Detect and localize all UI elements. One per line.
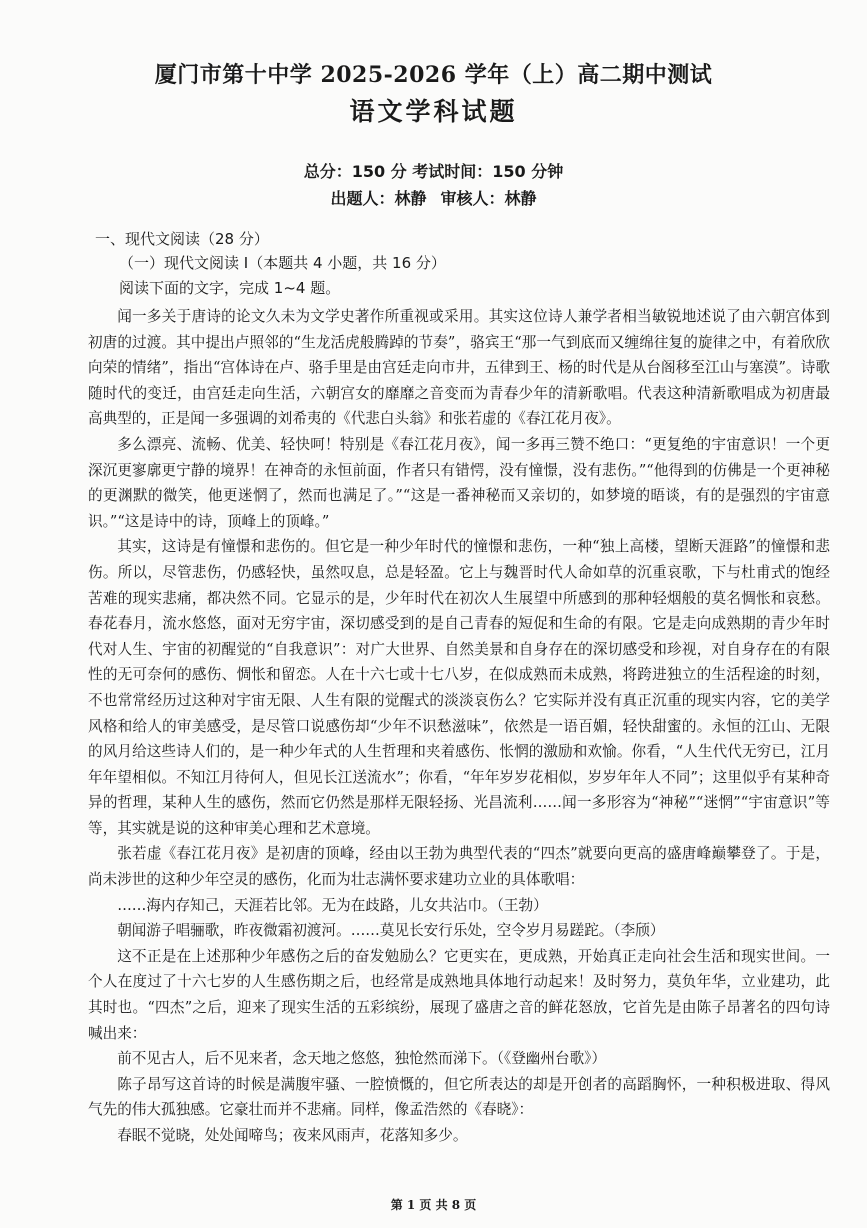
- reading-instruction: 阅读下面的文字，完成 1~4 题。: [119, 279, 341, 297]
- setter-label: 出题人：林静: [330, 189, 427, 208]
- passage-paragraph: 其实，这诗是有憧憬和悲伤的。但它是一种少年时代的憧憬和悲伤，一种“独上高楼，望断天涯路”的憧憬和悲伤。所以，尽管悲伤，仍感轻快，虽然叹息，总是轻盈。它上与魏晋时代人命如草的沉重哀歌，下与杜甫式的饱经苦难的现实悲痛，都决然不同。它显示的是，少年时代在初次人生展望中所感到的那种轻烟般的莫名惆怅和哀愁。春花春月，流水悠悠，面对无穷宇宙，深切感受到的是自己青春的短促和生命的有限。它是走向成熟期的青少年时代对人生、宇宙的初醒觉的“自我意识”：对广大世界、自然美景和自身存在的深切感受和珍视，对自身存在的有限性的无可奈何的感伤、惆怅和留恋。人在十六七或十七八岁，在似成熟而未成熟，将跨进独立的生活程途的时刻，不也常常经历过这种对宇宙无限、人生有限的觉醒式的淡淡哀伤么？它实际并没有真正沉重的现实内容，它的美学风格和给人的审美感受，是尽管口说感伤却“少年不识愁滋味”，依然是一语百媚，轻快甜蜜的。永恒的江山、无限的风月给这些诗人们的，是一种少年式的人生哲理和夹着感伤、怅惘的激励和欢愉。你看，“人生代代无穷已，江月年年望相似。不知江月待何人，但见长江送流水”；你看，“年年岁岁花相似，岁岁年年人不同”；这里似乎有某种奇异的哲理，某种人生的感伤，然而它仍然是那样无限轻扬、光昌流利……闻一多形容为“神秘”“迷惘”“宇宙意识”等等，其实就是说的这种审美心理和艺术意境。: [88, 538, 830, 837]
- subsection-heading: （一）现代文阅读 I（本题共 4 小题，共 16 分）: [119, 254, 446, 272]
- score-time-line: 总分：150 分 考试时间：150 分钟: [303, 162, 564, 181]
- poem-quote: ……海内存知己，天涯若比邻。无为在歧路，儿女共沾巾。（王勃）: [117, 896, 548, 914]
- page-number: 第 1 页 共 8 页: [390, 1198, 477, 1212]
- reviewer-label: 审核人：林静: [440, 189, 537, 208]
- poem-quote: 春眠不觉晓，处处闻啼鸟；夜来风雨声，花落知多少。: [117, 1127, 468, 1144]
- exam-title: 厦门市第十中学 2025-2026 学年（上）高二期中测试: [154, 62, 713, 88]
- poem-quote: 前不见古人，后不见来者，念天地之悠悠，独怆然而涕下。（《登幽州台歌》）: [117, 1050, 607, 1068]
- passage-paragraph: 陈子昂写这首诗的时候是满腹牢骚、一腔愤慨的，但它所表达的却是开创者的高蹈胸怀，一种积极进取、得风气先的伟大孤独感。它豪壮而并不悲痛。同样，像孟浩然的《春晓》：: [88, 1075, 830, 1119]
- section-heading: 一、现代文阅读（28 分）: [95, 230, 269, 248]
- passage-paragraph: 张若虚《春江花月夜》是初唐的顶峰，经由以王勃为典型代表的“四杰”就要向更高的盛唐峰巅攀登了。于是，尚未涉世的这种少年空灵的感伤，化而为壮志满怀要求建功立业的具体歌唱：: [88, 845, 830, 889]
- passage-paragraph: 多么漂亮、流畅、优美、轻快呵！特别是《春江花月夜》，闻一多再三赞不绝口：“更复绝的宇宙意识！一个更深沉更寥廓更宁静的境界！在神奇的永恒前面，作者只有错愕，没有憧憬，没有悲伤。”“他得到的仿佛是一个更神秘的更渊默的微笑，他更迷惘了，然而也满足了。”“这是一番神秘而又亲切的，如梦境的晤谈，有的是强烈的宇宙意识。”“这是诗中的诗，顶峰上的顶峰。”: [88, 435, 830, 530]
- reading-passage: [88, 304, 830, 1149]
- passage-paragraph: 闻一多关于唐诗的论文久未为文学史著作所重视或采用。其实这位诗人兼学者相当敏锐地述说了由六朝宫体到初唐的过渡。其中提出卢照邻的“生龙活虎般腾踔的节奏”，骆宾王“那一气到底而又缠绵往复的旋律之中，有着欣欣向荣的情绪”，指出“宫体诗在卢、骆手里是由宫廷走向市井，五律到王、杨的时代是从台阁移至江山与塞漠”。诗歌随时代的变迁，由宫廷走向生活，六朝宫女的靡靡之音变而为青春少年的清新歌唱。代表这种清新歌唱成为初唐最高典型的，正是闻一多强调的刘希夷的《代悲白头翁》和张若虚的《春江花月夜》。: [88, 308, 830, 428]
- setter-reviewer-line: [0, 186, 867, 209]
- exam-subtitle: 语文学科试题: [349, 97, 518, 126]
- passage-paragraph: 这不正是在上述那种少年感伤之后的奋发勉励么？它更实在，更成熟，开始真正走向社会生活和现实世间。一个人在度过了十六七岁的人生感伤期之后，也经常是成熟地具体地行动起来！及时努力，莫负年华，立业建功，此其时也。“四杰”之后，迎来了现实生活的五彩缤纷，展现了盛唐之音的鲜花怒放，它首先是由陈子昂著名的四句诗喊出来：: [88, 947, 830, 1042]
- poem-quote: 朝闻游子唱骊歌，昨夜微霜初渡河。……莫见长安行乐处，空令岁月易蹉跎。（李颀）: [117, 922, 665, 940]
